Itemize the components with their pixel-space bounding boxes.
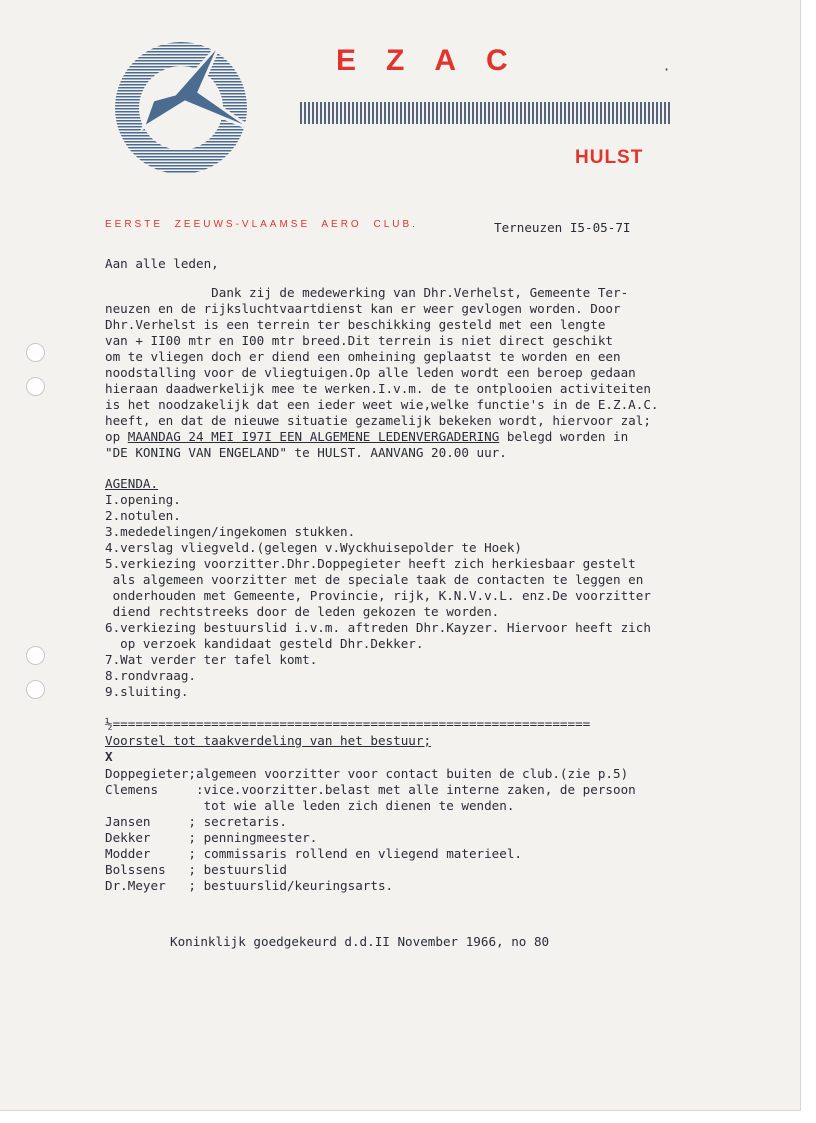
punch-hole [26, 377, 45, 396]
agenda-item: 7.Wat verder ter tafel komt. [105, 652, 318, 667]
agenda-item: diend rechtstreeks door de leden gekozen te worden. [105, 604, 500, 619]
body-line: noodstalling voor de vliegtuigen.Op alle leden wordt een beroep gedaan [105, 365, 636, 380]
body-line: van + II00 mtr en I00 mtr breed.Dit terrein is niet direct geschikt [105, 333, 613, 348]
agenda-item: I.opening. [105, 492, 181, 507]
meeting-prefix: op [105, 429, 128, 444]
body-line: om te vliegen doch er diend een omheining geplaatst te worden en een [105, 349, 621, 364]
role-line: Clemens :vice.voorzitter.belast met alle interne zaken, de persoon [105, 782, 636, 797]
meeting-suffix: belegd worden in [499, 429, 629, 444]
letterhead-stripe [300, 102, 672, 124]
agenda-item: 8.rondvraag. [105, 668, 196, 683]
body-line: Dank zij de medewerking van Dhr.Verhelst, Gemeente Ter- [105, 285, 629, 300]
body-line: is het noodzakelijk dat een ieder weet wie,welke functie's in de E.Z.A.C. [105, 397, 659, 412]
salutation: Aan alle leden, [105, 256, 219, 271]
agenda-item: 2.notulen. [105, 508, 181, 523]
body-line: neuzen en de rijksluchtvaartdienst kan er weer gevlogen worden. Door [105, 301, 621, 316]
body-line: heeft, en dat de nieuwe situatie gezamelijk bekeken wordt, hiervoor zal; [105, 413, 651, 428]
brand-title: EZAC [336, 44, 538, 77]
role-line: Dr.Meyer ; bestuurslid/keuringsarts. [105, 878, 394, 893]
body-line: Dhr.Verhelst is een terrein ter beschikking gesteld met een lengte [105, 317, 606, 332]
agenda-item: onderhouden met Gemeente, Provincie, rijk, K.N.V.v.L. enz.De voorzitter [105, 588, 651, 603]
agenda-title: AGENDA. [105, 476, 159, 491]
date-line: Terneuzen I5-05-7I [494, 220, 631, 235]
city-name: HULST [575, 147, 644, 168]
role-line: Dekker ; penningmeester. [105, 830, 318, 845]
meeting-line [105, 429, 628, 445]
meeting-highlight: MAANDAG 24 MEI I97I EEN ALGEMENE LEDENVERGADERING [127, 429, 500, 444]
agenda-item: op verzoek kandidaat gesteld Dhr.Dekker. [105, 636, 424, 651]
agenda-item: 5.verkiezing voorzitter.Dhr.Doppegieter heeft zich herkiesbaar gestelt [105, 556, 636, 571]
punch-hole [26, 680, 45, 699]
agenda-item: 4.verslag vliegveld.(gelegen v.Wyckhuisepolder te Hoek) [105, 540, 523, 555]
punch-hole [26, 646, 45, 665]
ezac-logo-icon [103, 36, 258, 176]
role-line: Bolssens ; bestuurslid [105, 862, 287, 877]
body-line: hieraan daadwerkelijk mee te werken.I.v.m. de te ontplooien activiteiten [105, 381, 651, 396]
proposal-title: Voorstel tot taakverdeling van het bestuur; [105, 733, 432, 748]
separator-line: ½=============================================================== [105, 716, 591, 731]
agenda-item: als algemeen voorzitter met de speciale taak de contacten te leggen en [105, 572, 644, 587]
agenda-item: 3.mededelingen/ingekomen stukken. [105, 524, 356, 539]
punch-hole [26, 343, 45, 362]
mark-dot: · [664, 60, 670, 79]
proposal-mark: X [105, 749, 113, 764]
role-line: Jansen ; secretaris. [105, 814, 287, 829]
footer-note: Koninklijk goedgekeurd d.d.II November 1966, no 80 [170, 934, 550, 949]
meeting-location: "DE KONING VAN ENGELAND" te HULST. AANVANG 20.00 uur. [105, 445, 507, 460]
role-line: Doppegieter;algemeen voorzitter voor contact buiten de club.(zie p.5) [105, 766, 629, 781]
role-line: tot wie alle leden zich dienen te wenden. [105, 798, 515, 813]
role-line: Modder ; commissaris rollend en vliegend materieel. [105, 846, 523, 861]
agenda-item: 6.verkiezing bestuurslid i.v.m. aftreden Dhr.Kayzer. Hiervoor heeft zich [105, 620, 651, 635]
agenda-item: 9.sluiting. [105, 684, 189, 699]
club-name: EERSTE ZEEUWS-VLAAMSE AERO CLUB. [105, 219, 418, 230]
